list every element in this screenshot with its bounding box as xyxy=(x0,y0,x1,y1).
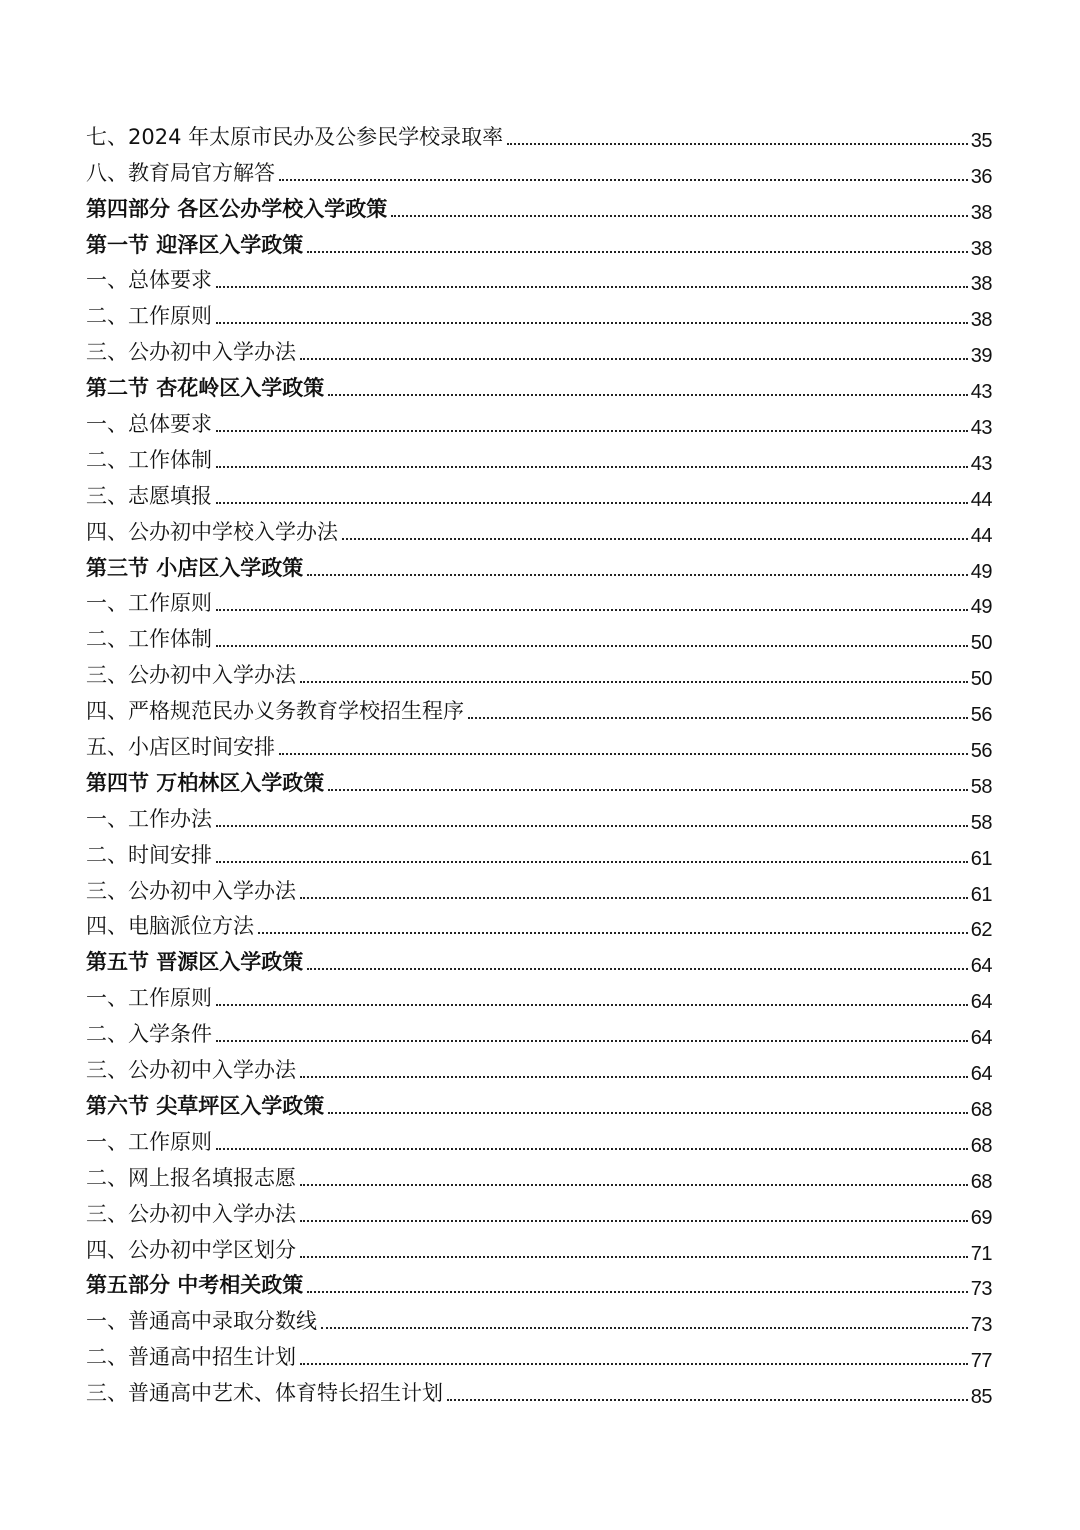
dot-leader xyxy=(216,609,968,611)
toc-entry[interactable] xyxy=(86,796,992,832)
toc-entry-title: 三、公办初中入学办法 xyxy=(86,1058,296,1083)
toc-entry-title: 一、工作原则 xyxy=(86,1129,212,1154)
toc-heading-entry[interactable] xyxy=(86,186,992,222)
toc-entry-page-number: 64 xyxy=(970,1063,992,1086)
toc-entry[interactable] xyxy=(86,114,992,150)
dot-leader xyxy=(447,1399,968,1401)
dot-leader xyxy=(307,251,967,253)
toc-entry-title: 四、严格规范民办义务教育学校招生程序 xyxy=(86,699,464,724)
dot-leader xyxy=(216,1040,968,1042)
dot-leader xyxy=(307,574,967,576)
toc-entry-title: 七、2024 年太原市民办及公参民学校录取率 xyxy=(86,124,504,149)
dot-leader xyxy=(391,215,967,217)
toc-heading-entry[interactable] xyxy=(86,222,992,258)
toc-entry-page-number: 62 xyxy=(970,919,992,942)
toc-heading-entry[interactable] xyxy=(86,545,992,581)
toc-entry-page-number: 61 xyxy=(970,883,992,906)
toc-entry-page-number: 38 xyxy=(970,309,992,332)
toc-entry[interactable] xyxy=(86,904,992,940)
toc-entry-page-number: 56 xyxy=(970,740,992,763)
dot-leader xyxy=(300,1363,968,1365)
toc-entry-title: 第四节 万柏林区入学政策 xyxy=(86,770,325,795)
toc-entry-page-number: 68 xyxy=(970,1098,992,1121)
toc-entry-title: 一、总体要求 xyxy=(86,412,212,437)
dot-leader xyxy=(321,1327,968,1329)
toc-entry[interactable] xyxy=(86,473,992,509)
toc-entry-page-number: 44 xyxy=(970,488,992,511)
toc-entry-title: 三、公办初中入学办法 xyxy=(86,1201,296,1226)
toc-entry-page-number: 61 xyxy=(970,847,992,870)
dot-leader xyxy=(300,1184,968,1186)
toc-entry-page-number: 38 xyxy=(970,237,992,260)
toc-entry[interactable] xyxy=(86,1298,992,1337)
toc-entry-title: 一、总体要求 xyxy=(86,268,212,293)
toc-entry-title: 二、网上报名填报志愿 xyxy=(86,1165,296,1190)
toc-entry-page-number: 39 xyxy=(970,345,992,368)
toc-entry[interactable] xyxy=(86,293,992,332)
toc-entry-title: 三、公办初中入学办法 xyxy=(86,663,296,688)
toc-heading-entry[interactable] xyxy=(86,939,992,978)
toc-entry[interactable] xyxy=(86,1370,992,1409)
dot-leader xyxy=(300,1076,968,1078)
toc-entry-title: 八、教育局官方解答 xyxy=(86,160,275,185)
toc-entry-title: 第三节 小店区入学政策 xyxy=(86,555,304,580)
toc-entry-page-number: 49 xyxy=(970,596,992,619)
toc-entry-title: 二、入学条件 xyxy=(86,1022,212,1047)
toc-entry[interactable] xyxy=(86,1227,992,1263)
toc-entry-page-number: 77 xyxy=(970,1350,992,1373)
toc-entry-title: 三、志愿填报 xyxy=(86,483,212,508)
toc-entry-title: 一、工作办法 xyxy=(86,806,212,831)
dot-leader xyxy=(216,430,968,432)
toc-entry-title: 第五部分 中考相关政策 xyxy=(86,1273,304,1298)
toc-entry[interactable] xyxy=(86,1334,992,1373)
toc-entry[interactable] xyxy=(86,688,992,727)
toc-entry-title: 一、工作原则 xyxy=(86,986,212,1011)
dot-leader xyxy=(300,358,968,360)
dot-leader xyxy=(342,538,968,540)
toc-entry-page-number: 56 xyxy=(970,704,992,727)
toc-entry-page-number: 36 xyxy=(970,165,992,188)
dot-leader xyxy=(216,825,968,827)
toc-entry-page-number: 49 xyxy=(970,560,992,583)
toc-entry-page-number: 43 xyxy=(970,381,992,404)
toc-entry[interactable] xyxy=(86,150,992,186)
toc-entry[interactable] xyxy=(86,616,992,655)
toc-entry-page-number: 50 xyxy=(970,632,992,655)
toc-entry[interactable] xyxy=(86,975,992,1014)
toc-entry-page-number: 43 xyxy=(970,417,992,440)
dot-leader xyxy=(300,681,968,683)
dot-leader xyxy=(307,1291,967,1293)
toc-entry-title: 二、工作原则 xyxy=(86,304,212,329)
toc-entry-title: 第二节 杏花岭区入学政策 xyxy=(86,376,325,401)
dot-leader xyxy=(216,322,968,324)
toc-entry-page-number: 69 xyxy=(970,1206,992,1229)
toc-entry-page-number: 71 xyxy=(970,1242,992,1265)
toc-heading-entry[interactable] xyxy=(86,365,992,404)
dot-leader xyxy=(216,466,968,468)
toc-entry-page-number: 58 xyxy=(970,811,992,834)
toc-entry-title: 第五节 晋源区入学政策 xyxy=(86,950,304,975)
toc-entry-title: 二、时间安排 xyxy=(86,842,212,867)
toc-entry-title: 第四部分 各区公办学校入学政策 xyxy=(86,196,388,221)
toc-entry-title: 第六节 尖草坪区入学政策 xyxy=(86,1093,325,1118)
dot-leader xyxy=(307,968,967,970)
toc-entry-page-number: 64 xyxy=(970,991,992,1014)
toc-entry[interactable] xyxy=(86,652,992,691)
toc-entry-title: 第一节 迎泽区入学政策 xyxy=(86,232,304,257)
toc-entry-title: 四、电脑派位方法 xyxy=(86,914,254,939)
dot-leader xyxy=(468,717,968,719)
toc-heading-entry[interactable] xyxy=(86,1263,992,1299)
dot-leader xyxy=(279,179,968,181)
dot-leader xyxy=(216,502,968,504)
toc-entry-page-number: 64 xyxy=(970,1027,992,1050)
toc-entry-page-number: 73 xyxy=(970,1314,992,1337)
toc-entry-title: 一、工作原则 xyxy=(86,591,212,616)
toc-entry-title: 二、工作体制 xyxy=(86,627,212,652)
dot-leader xyxy=(507,143,968,145)
toc-entry-page-number: 68 xyxy=(970,1134,992,1157)
toc-entry[interactable] xyxy=(86,1047,992,1086)
toc-entry-page-number: 50 xyxy=(970,668,992,691)
toc-entry-page-number: 85 xyxy=(970,1386,992,1409)
toc-entry-page-number: 38 xyxy=(970,273,992,296)
dot-leader xyxy=(300,897,968,899)
toc-heading-entry[interactable] xyxy=(86,760,992,796)
dot-leader xyxy=(216,645,968,647)
dot-leader xyxy=(328,394,967,396)
dot-leader xyxy=(328,1112,967,1114)
toc-entry-title: 四、公办初中学区划分 xyxy=(86,1237,296,1262)
dot-leader xyxy=(328,789,967,791)
toc-entry[interactable] xyxy=(86,509,992,545)
toc-entry-title: 三、普通高中艺术、体育特长招生计划 xyxy=(86,1381,443,1406)
toc-entry[interactable] xyxy=(86,1011,992,1050)
toc-entry-page-number: 44 xyxy=(970,524,992,547)
toc-entry-page-number: 73 xyxy=(970,1278,992,1301)
toc-entry-title: 五、小店区时间安排 xyxy=(86,735,275,760)
dot-leader xyxy=(216,286,968,288)
toc-entry[interactable] xyxy=(86,581,992,617)
toc-entry[interactable] xyxy=(86,258,992,294)
toc-entry-title: 四、公办初中学校入学办法 xyxy=(86,519,338,544)
dot-leader xyxy=(300,1256,968,1258)
toc-entry[interactable] xyxy=(86,401,992,440)
toc-entry[interactable] xyxy=(86,1155,992,1191)
toc-entry-page-number: 38 xyxy=(970,201,992,224)
dot-leader xyxy=(216,1004,968,1006)
toc-entry[interactable] xyxy=(86,868,992,904)
toc-heading-entry[interactable] xyxy=(86,1083,992,1119)
toc-entry-page-number: 58 xyxy=(970,775,992,798)
toc-entry[interactable] xyxy=(86,329,992,368)
toc-entry-page-number: 43 xyxy=(970,452,992,475)
dot-leader xyxy=(216,861,968,863)
toc-entry[interactable] xyxy=(86,724,992,763)
toc-entry-page-number: 64 xyxy=(970,955,992,978)
dot-leader xyxy=(258,932,968,934)
toc-entry-title: 三、公办初中入学办法 xyxy=(86,878,296,903)
toc-entry[interactable] xyxy=(86,437,992,473)
toc-entry-page-number: 68 xyxy=(970,1170,992,1193)
toc-entry[interactable] xyxy=(86,1119,992,1155)
toc-entry-title: 三、公办初中入学办法 xyxy=(86,340,296,365)
dot-leader xyxy=(216,1148,968,1150)
dot-leader xyxy=(300,1220,968,1222)
toc-entry[interactable] xyxy=(86,832,992,868)
toc-entry-title: 二、工作体制 xyxy=(86,447,212,472)
toc-entry-title: 一、普通高中录取分数线 xyxy=(86,1309,317,1334)
dot-leader xyxy=(279,753,968,755)
toc-entry-title: 二、普通高中招生计划 xyxy=(86,1345,296,1370)
toc-entry[interactable] xyxy=(86,1191,992,1227)
table-of-contents xyxy=(86,114,992,1409)
toc-entry-page-number: 35 xyxy=(970,129,992,152)
